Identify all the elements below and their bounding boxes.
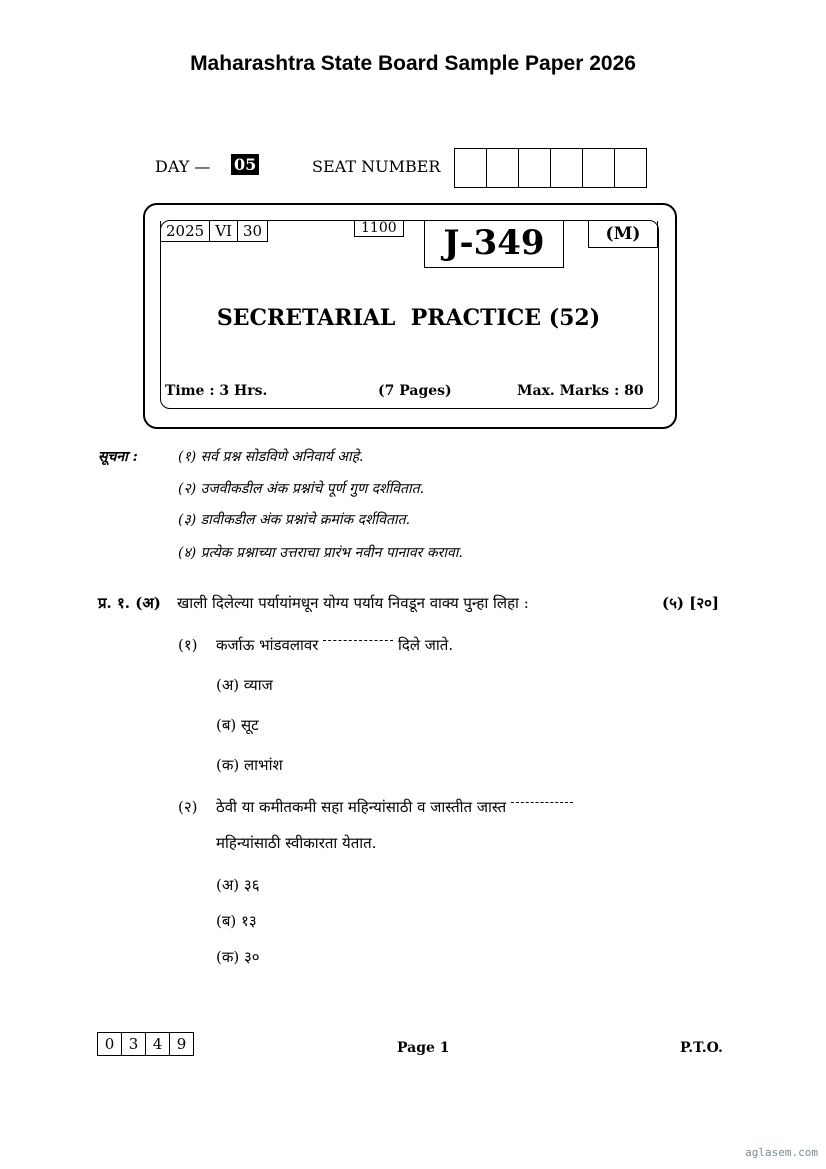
max-marks-info: Max. Marks : 80 <box>517 383 644 399</box>
subquestion-text-line2: महिन्यांसाठी स्वीकारता येतात. <box>216 834 377 852</box>
seat-box <box>519 149 551 187</box>
exam-number: 1100 <box>354 220 404 237</box>
footer-code-digit: 3 <box>122 1033 146 1055</box>
question-marks: (५) [२०] <box>662 594 720 612</box>
seat-box <box>455 149 487 187</box>
subquestion-number: (१) <box>178 636 198 654</box>
question-text: खाली दिलेल्या पर्यायांमधून योग्य पर्याय निवडून वाक्य पुन्हा लिहा : <box>177 594 529 612</box>
option: (ब) सूट <box>216 716 259 734</box>
seat-box <box>615 149 646 187</box>
time-info: Time : 3 Hrs. <box>165 383 268 399</box>
pages-info: (7 Pages) <box>378 383 452 399</box>
subquestion-text <box>216 797 573 817</box>
page-number: Page 1 <box>397 1040 450 1056</box>
watermark: aglasem.com <box>745 1146 818 1159</box>
option: (ब) १३ <box>216 912 257 930</box>
instructions-label: सूचना : <box>98 449 138 465</box>
exam-year: 2025 <box>161 221 210 241</box>
exam-month: VI <box>210 221 238 241</box>
footer-code-digit: 0 <box>98 1033 122 1055</box>
instruction-item: (२) उजवीकडील अंक प्रश्नांचे पूर्ण गुण दर्शवितात. <box>178 481 425 497</box>
seat-number-label: SEAT NUMBER <box>312 157 441 176</box>
option: (अ) व्याज <box>216 676 273 694</box>
paper-code: J-349 <box>424 221 564 268</box>
subquestion-text-before: कर्जाऊ भांडवलावर <box>216 636 319 654</box>
seat-box <box>583 149 615 187</box>
pto-label: P.T.O. <box>680 1040 723 1056</box>
footer-code-digit: 4 <box>146 1033 170 1055</box>
seat-number-boxes <box>454 148 647 188</box>
day-label: DAY — <box>155 157 211 176</box>
subquestion-text <box>216 635 453 655</box>
footer-code-boxes <box>97 1032 194 1056</box>
answer-blank <box>511 802 573 803</box>
day-value: 05 <box>231 154 259 175</box>
exam-code-box <box>160 221 268 242</box>
instruction-item: (३) डावीकडील अंक प्रश्नांचे क्रमांक दर्शवितात. <box>178 512 411 528</box>
subject-text: SECRETARIAL PRACTICE (52) <box>216 305 601 331</box>
subject-title <box>160 305 657 331</box>
footer-code-digit: 9 <box>176 1035 187 1053</box>
question-number: प्र. १. (अ) <box>98 594 161 612</box>
answer-blank <box>323 640 393 641</box>
option: (क) लाभांश <box>216 756 283 774</box>
subquestion-number: (२) <box>178 798 198 816</box>
instruction-item: (४) प्रत्येक प्रश्नाच्या उत्तराचा प्रारंभ नवीन पानावर करावा. <box>178 545 463 561</box>
seat-box <box>487 149 519 187</box>
subquestion-text-after: दिले जाते. <box>397 636 454 654</box>
instruction-item: (१) सर्व प्रश्न सोडविणे अनिवार्य आहे. <box>178 449 364 465</box>
subquestion-text-before: ठेवी या कमीतकमी सहा महिन्यांसाठी व जास्तीत जास्त <box>216 798 507 816</box>
option: (अ) ३६ <box>216 876 260 894</box>
seat-box <box>551 149 583 187</box>
medium-badge: (M) <box>588 221 658 248</box>
exam-date: 30 <box>242 222 263 240</box>
option: (क) ३० <box>216 948 260 966</box>
page-title: Maharashtra State Board Sample Paper 2026 <box>190 52 636 75</box>
